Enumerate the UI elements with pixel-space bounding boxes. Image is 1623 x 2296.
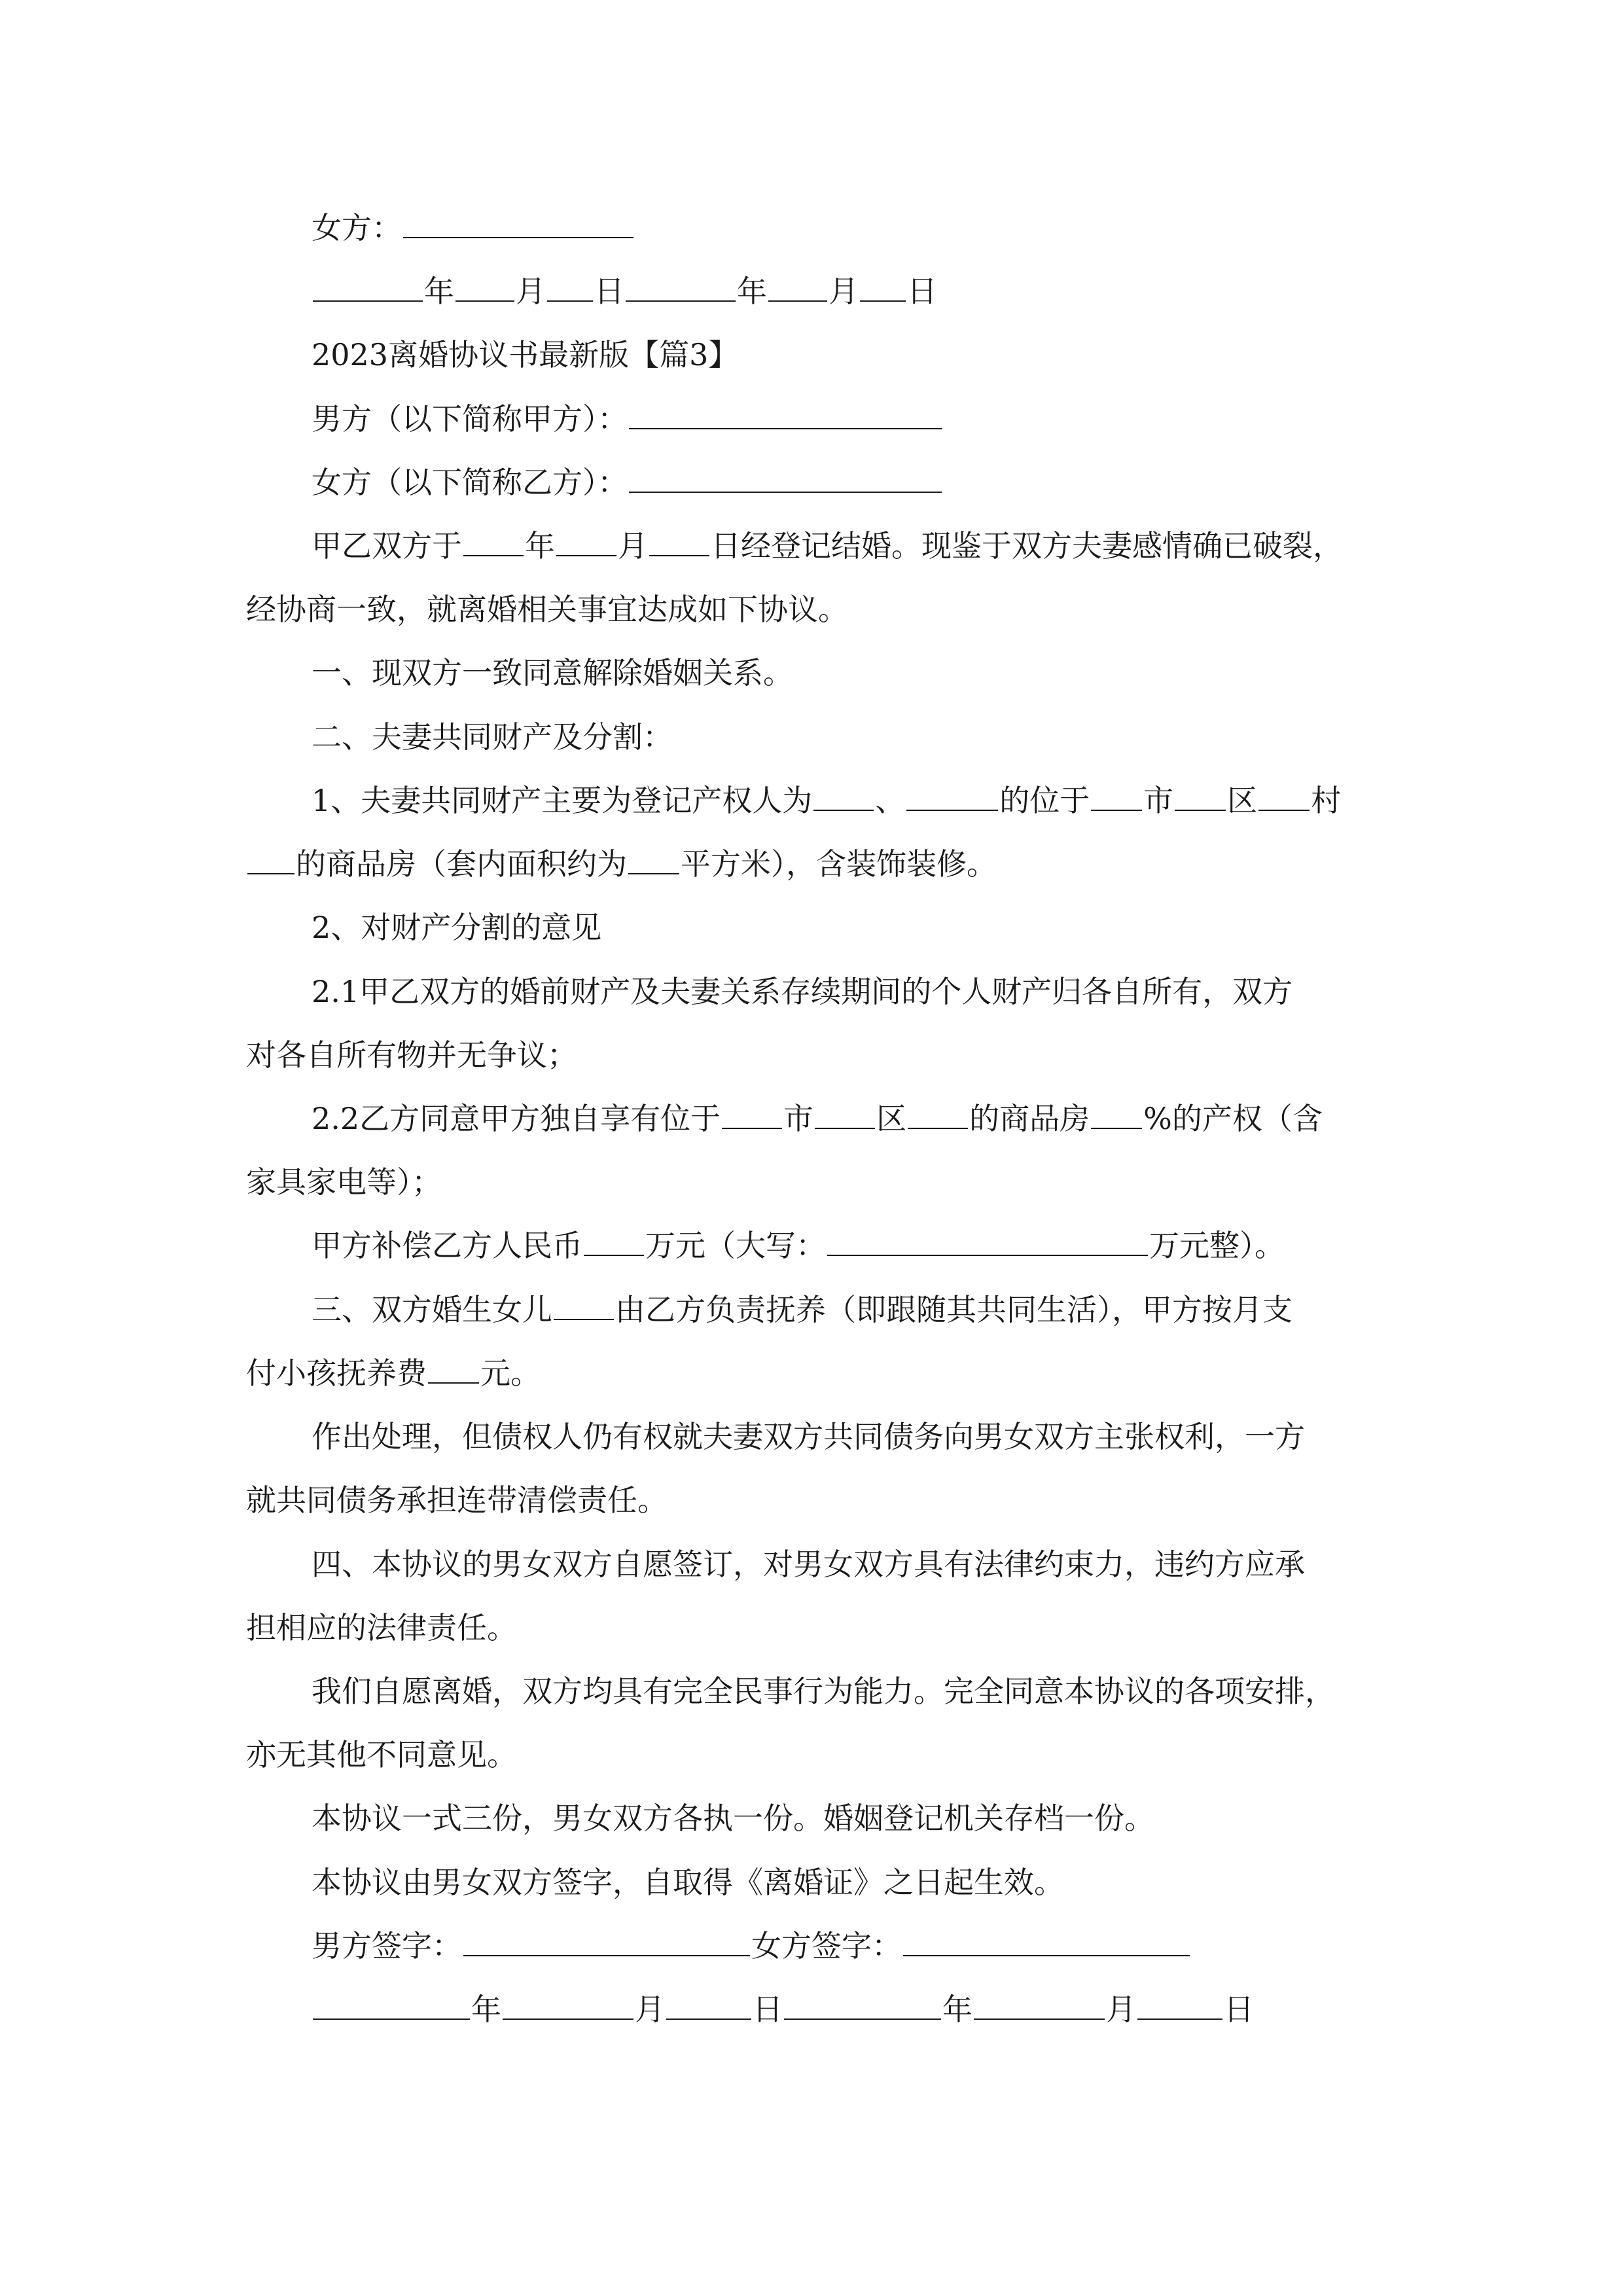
blank-owner-2: [906, 781, 998, 811]
blank-marriage-day: [649, 526, 709, 556]
clause-three-line1: [0, 1290, 1623, 1329]
voluntary-line1: [0, 1672, 1623, 1711]
clause-two: [0, 717, 1623, 757]
blank-marriage-month: [556, 526, 616, 556]
text-seg: 二、夫妻共同财产及分割：: [312, 719, 673, 755]
blank-wife-party: [629, 463, 942, 493]
blank-sign-year: [313, 1990, 470, 2020]
text-seg: 本协议由男女双方签字，自取得《离婚证》之日起生效。: [312, 1865, 1064, 1900]
text-seg: 就共同债务承担连带清偿责任。: [246, 1482, 668, 1518]
text-seg: 年: [525, 528, 555, 564]
signature-date-line: [0, 1990, 1623, 2029]
blank-district: [1175, 781, 1226, 811]
clause-three-line2: [0, 1354, 1623, 1393]
text-seg: 2.2乙方同意甲方独自享有位于: [312, 1101, 721, 1136]
text-month: 月: [516, 274, 546, 309]
blank-house-district: [815, 1099, 875, 1129]
text-seg: 本协议一式三份，男女双方各执一份。婚姻登记机关存档一份。: [312, 1801, 1154, 1836]
text-seg: 亦无其他不同意见。: [246, 1737, 517, 1772]
title-text: 2023离婚协议书最新版【篇3】: [312, 337, 739, 372]
blank-month-2: [768, 272, 827, 302]
text-year-2: 年: [737, 274, 767, 309]
blank-sign-month: [503, 1990, 633, 2020]
text-month-2: 月: [829, 274, 859, 309]
label-husband-party: 男方（以下简称甲方）：: [312, 401, 628, 437]
text-seg: 市: [1143, 783, 1174, 818]
text-seg: 2、对财产分割的意见: [312, 910, 602, 945]
text-seg: 一、现双方一致同意解除婚姻关系。: [312, 655, 793, 691]
text-seg: 四、本协议的男女双方自愿签订，对男女双方具有法律约束力，违约方应承: [312, 1547, 1305, 1582]
text-seg: 担相应的法律责任。: [246, 1610, 517, 1645]
paragraph-intro-line1: [0, 526, 1623, 565]
blank-wife-signature: [903, 1926, 1190, 1956]
blank-village: [1258, 781, 1310, 811]
clause-2-1-line2: [0, 844, 1623, 884]
text-seg: 经协商一致，就离婚相关事宜达成如下协议。: [246, 592, 848, 627]
blank-month: [455, 272, 514, 302]
text-seg: %的产权（含: [1143, 1101, 1323, 1136]
text-seg: 月: [618, 528, 648, 564]
blank-wife-name: [403, 208, 633, 238]
text-seg: 月: [635, 1992, 665, 2027]
blank-husband-signature: [463, 1926, 750, 1956]
line-husband-party: [0, 399, 1623, 439]
blank-husband-party: [629, 399, 942, 429]
text-seg: 村: [1311, 783, 1342, 818]
text-seg: 、: [875, 783, 906, 818]
blank-child-support: [428, 1354, 479, 1384]
label-wife: 女方：: [312, 210, 402, 245]
blank-sign-year-2: [784, 1990, 941, 2020]
debt-line2: [0, 1480, 1623, 1520]
blank-owner-1: [813, 781, 874, 811]
blank-daughter-name: [554, 1290, 614, 1320]
text-seg: 年: [942, 1992, 972, 2027]
clause-2-2-2-line1: [0, 1099, 1623, 1138]
text-seg: 2.1甲乙双方的婚前财产及夫妻关系存续期间的个人财产归各自所有，双方: [312, 974, 1293, 1009]
signature-line: [0, 1926, 1623, 1965]
text-seg: 月: [1106, 1992, 1136, 2027]
text-seg: 的商品房（套内面积约为: [296, 846, 627, 882]
clause-one: [0, 653, 1623, 692]
line-date-pair: [0, 272, 1623, 311]
text-seg: 家具家电等）；: [246, 1164, 442, 1200]
blank-day-2: [860, 272, 906, 302]
clause-2-2-heading: [0, 908, 1623, 947]
blank-location: [247, 844, 294, 874]
text-seg: 由乙方负责抚养（即跟随其共同生活），甲方按月支: [615, 1292, 1293, 1327]
voluntary-line2: [0, 1735, 1623, 1774]
text-seg: 甲乙双方于: [312, 528, 462, 564]
blank-year: [313, 272, 423, 302]
section-title: [0, 335, 1623, 374]
clause-2-2-1-line2: [0, 1035, 1623, 1075]
text-seg: 万元（大写：: [645, 1228, 826, 1263]
label-husband-signature: 男方签字：: [312, 1928, 462, 1964]
label-wife-signature: 女方签字：: [751, 1928, 902, 1964]
clause-2-2-2-line2: [0, 1162, 1623, 1202]
blank-sign-day-2: [1137, 1990, 1222, 2020]
blank-sign-day: [666, 1990, 751, 2020]
blank-house-location: [908, 1099, 968, 1129]
text-seg: 对各自所有物并无争议；: [246, 1037, 577, 1073]
text-year: 年: [424, 274, 454, 309]
blank-day: [547, 272, 593, 302]
line-wife-name: [0, 208, 1623, 247]
text-seg: 日经登记结婚。现鉴于双方夫妻感情确已破裂，: [711, 528, 1343, 564]
blank-sign-month-2: [974, 1990, 1105, 2020]
text-seg: 平方米），含装饰装修。: [681, 846, 997, 882]
text-seg: 甲方补偿乙方人民币: [312, 1228, 582, 1263]
text-seg: 万元整）。: [1149, 1228, 1285, 1263]
clause-four-line2: [0, 1608, 1623, 1647]
text-seg: 三、双方婚生女儿: [312, 1292, 552, 1327]
text-seg: 的商品房: [969, 1101, 1090, 1136]
text-seg: 日: [753, 1992, 783, 2027]
blank-compensation-uppercase: [827, 1226, 1148, 1256]
text-seg: 区: [876, 1101, 907, 1136]
blank-percentage: [1091, 1099, 1142, 1129]
line-wife-party: [0, 463, 1623, 502]
blank-compensation-amount: [584, 1226, 644, 1256]
text-seg: 1、夫妻共同财产主要为登记产权人为: [312, 783, 813, 818]
label-wife-party: 女方（以下简称乙方）：: [312, 465, 628, 500]
text-seg: 的位于: [999, 783, 1090, 818]
blank-city: [1091, 781, 1142, 811]
text-seg: 作出处理，但债权人仍有权就夫妻双方共同债务向男女双方主张权利，一方: [312, 1419, 1305, 1454]
blank-house-city: [722, 1099, 782, 1129]
text-day: 日: [594, 274, 624, 309]
text-seg: 元。: [480, 1355, 541, 1391]
blank-area: [628, 844, 679, 874]
clause-2-1-line1: [0, 781, 1623, 820]
clause-2-2-1-line1: [0, 972, 1623, 1011]
text-day-2: 日: [907, 274, 937, 309]
text-seg: 付小孩抚养费: [246, 1355, 427, 1391]
text-seg: 区: [1227, 783, 1258, 818]
effective-line: [0, 1863, 1623, 1902]
text-seg: 我们自愿离婚，双方均具有完全民事行为能力。完全同意本协议的各项安排，: [312, 1674, 1335, 1709]
copies-line: [0, 1799, 1623, 1838]
text-seg: 日: [1224, 1992, 1254, 2027]
blank-year-2: [626, 272, 736, 302]
compensation-line: [0, 1226, 1623, 1265]
debt-line1: [0, 1417, 1623, 1456]
text-seg: 年: [471, 1992, 501, 2027]
paragraph-intro-line2: [0, 590, 1623, 629]
clause-four-line1: [0, 1545, 1623, 1584]
blank-marriage-year: [463, 526, 524, 556]
text-seg: 市: [783, 1101, 814, 1136]
